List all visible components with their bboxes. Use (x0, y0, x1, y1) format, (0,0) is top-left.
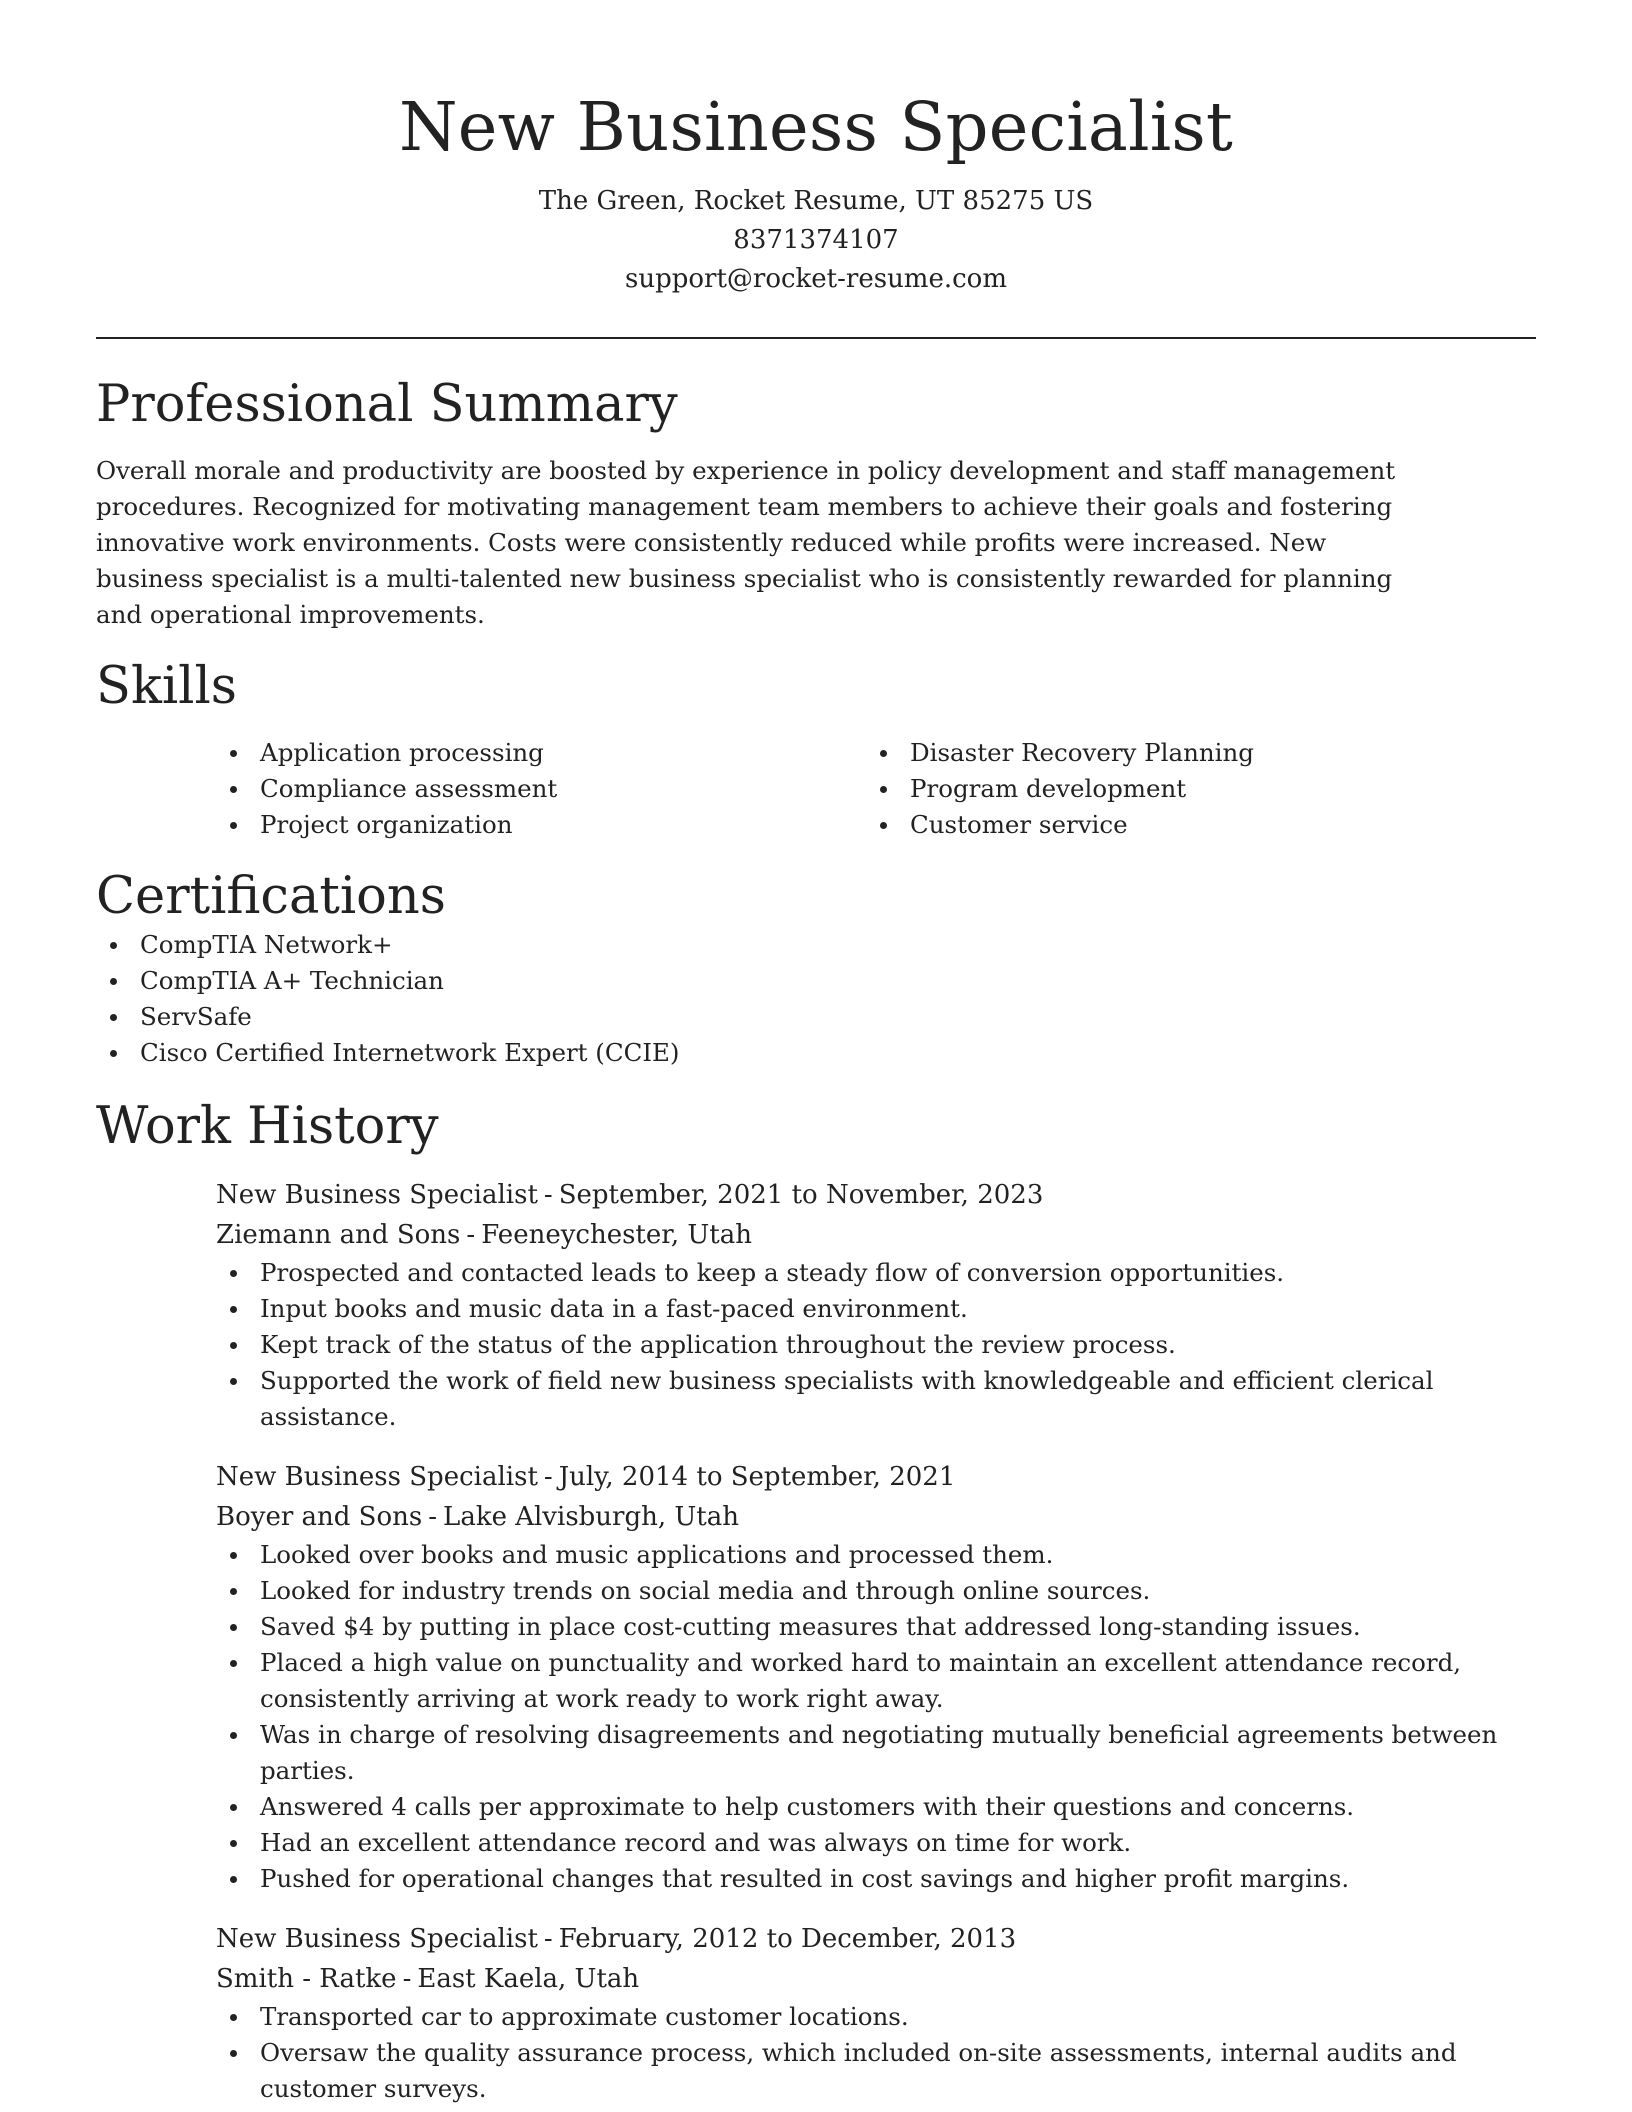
job-dates: July, 2014 to September, 2021 (558, 1462, 956, 1492)
job-company-line (216, 1215, 1536, 1255)
job-bullet: Answered 4 calls per approximate to help customers with their questions and concerns. (216, 1789, 1516, 1825)
certification-item: CompTIA A+ Technician (96, 963, 1536, 999)
job-bullet: Supported the work of field new business specialists with knowledgeable and efficient clerical assistance. (216, 1363, 1516, 1435)
summary-text: Overall morale and productivity are boosted by experience in policy development and staff management procedures. Recognized for motivating management team members to achieve their goals and fostering innovative work environments. Costs were consistently reduced while profits were increased. New business specialist is a multi-talented new business specialist who is consistently rewarded for planning and operational improvements. (96, 456, 1396, 629)
job-company: Smith - Ratke (216, 1964, 397, 1994)
skill-item: Program development (866, 771, 1516, 807)
certification-item: Cisco Certified Internetwork Expert (CCIE) (96, 1035, 1536, 1071)
certifications-section (96, 843, 1536, 1071)
job-separator: - (543, 1462, 553, 1492)
skills-left-list (216, 735, 866, 843)
certifications-title: Certifications (96, 867, 446, 926)
job-separator: - (466, 1220, 476, 1250)
job-entry (216, 1457, 1536, 1897)
job-role: New Business Specialist (216, 1462, 538, 1492)
job-title-line (216, 1457, 1536, 1497)
candidate-name: New Business Specialist (398, 88, 1234, 166)
job-company: Boyer and Sons (216, 1502, 423, 1532)
job-title-line (216, 1175, 1536, 1215)
job-bullet: Kept track of the status of the application throughout the review process. (216, 1327, 1516, 1363)
job-bullets (216, 1999, 1516, 2107)
skills-right-list (866, 735, 1516, 843)
summary-section (96, 339, 1536, 633)
contact-email: support@rocket-resume.com (624, 264, 1007, 294)
job-dates: September, 2021 to November, 2023 (558, 1180, 1044, 1210)
contact-block (96, 182, 1536, 299)
job-location: Lake Alvisburgh, Utah (443, 1502, 739, 1532)
job-bullets (216, 1255, 1516, 1435)
job-separator: - (402, 1964, 412, 1994)
certification-item: CompTIA Network+ (96, 927, 1536, 963)
skills-title: Skills (96, 657, 237, 716)
job-company-line (216, 1959, 1536, 1999)
job-bullet: Prospected and contacted leads to keep a steady flow of conversion opportunities. (216, 1255, 1516, 1291)
resume-header (96, 0, 1536, 299)
skill-item: Project organization (216, 807, 866, 843)
work-history-title: Work History (96, 1097, 439, 1156)
job-separator: - (543, 1924, 553, 1954)
skill-item: Customer service (866, 807, 1516, 843)
job-entry (216, 1175, 1536, 1435)
skills-section (96, 633, 1536, 843)
contact-address: The Green, Rocket Resume, UT 85275 US (538, 186, 1094, 216)
job-bullet: Oversaw the quality assurance process, which included on-site assessments, internal audits and customer surveys. (216, 2035, 1516, 2107)
job-location: East Kaela, Utah (417, 1964, 640, 1994)
job-location: Feeneychester, Utah (481, 1220, 752, 1250)
job-bullet: Looked for industry trends on social media and through online sources. (216, 1573, 1516, 1609)
summary-title: Professional Summary (96, 375, 678, 434)
work-history-section (96, 1071, 1536, 2107)
skill-item: Application processing (216, 735, 866, 771)
job-entry (216, 1919, 1536, 2107)
skill-item: Disaster Recovery Planning (866, 735, 1516, 771)
job-separator: - (428, 1502, 438, 1532)
skills-grid (216, 735, 1536, 843)
job-bullet: Had an excellent attendance record and was always on time for work. (216, 1825, 1516, 1861)
job-separator: - (543, 1180, 553, 1210)
job-bullets (216, 1537, 1516, 1897)
job-bullet: Looked over books and music applications and processed them. (216, 1537, 1516, 1573)
resume-page (96, 0, 1536, 2107)
job-company-line (216, 1497, 1536, 1537)
certification-item: ServSafe (96, 999, 1536, 1035)
job-bullet: Pushed for operational changes that resulted in cost savings and higher profit margins. (216, 1861, 1516, 1897)
job-role: New Business Specialist (216, 1924, 538, 1954)
skill-item: Compliance assessment (216, 771, 866, 807)
contact-phone: 8371374107 (733, 225, 899, 255)
job-bullet: Saved $4 by putting in place cost-cutting measures that addressed long-standing issues. (216, 1609, 1516, 1645)
job-bullet: Input books and music data in a fast-paced environment. (216, 1291, 1516, 1327)
job-title-line (216, 1919, 1536, 1959)
job-role: New Business Specialist (216, 1180, 538, 1210)
job-company: Ziemann and Sons (216, 1220, 461, 1250)
job-bullet: Transported car to approximate customer locations. (216, 1999, 1516, 2035)
job-bullet: Placed a high value on punctuality and worked hard to maintain an excellent attendance record, consistently arriving at work ready to work right away. (216, 1645, 1516, 1717)
job-bullet: Was in charge of resolving disagreements and negotiating mutually beneficial agreements between parties. (216, 1717, 1516, 1789)
job-dates: February, 2012 to December, 2013 (558, 1924, 1017, 1954)
certifications-list (96, 927, 1536, 1071)
